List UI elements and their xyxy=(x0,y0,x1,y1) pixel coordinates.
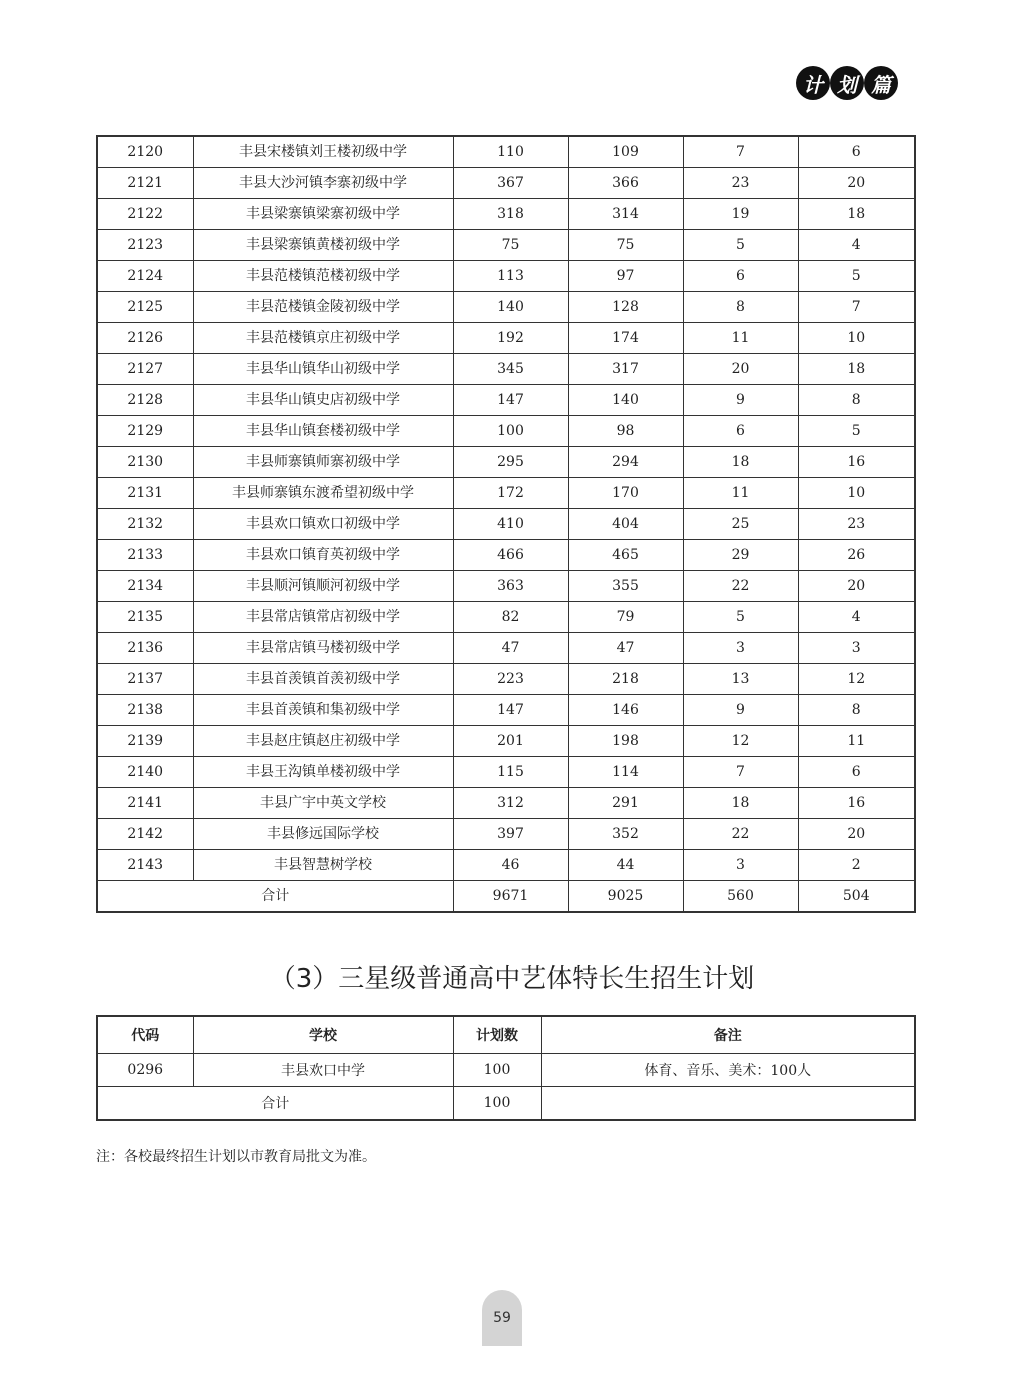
cell-school: 丰县首羡镇首羡初级中学 xyxy=(193,664,453,695)
cell-c3: 318 xyxy=(453,199,568,230)
cell-c3: 47 xyxy=(453,633,568,664)
cell-c3: 410 xyxy=(453,509,568,540)
table-row xyxy=(97,757,915,788)
cell-school: 丰县智慧树学校 xyxy=(193,850,453,881)
cell-school: 丰县王沟镇单楼初级中学 xyxy=(193,757,453,788)
cell-code: 2127 xyxy=(97,354,193,385)
cell-c4: 170 xyxy=(568,478,683,509)
cell-c4: 75 xyxy=(568,230,683,261)
cell-c5: 12 xyxy=(683,726,798,757)
page-number: 59 xyxy=(482,1290,522,1346)
cell-c5: 8 xyxy=(683,292,798,323)
cell-c5: 22 xyxy=(683,571,798,602)
table-row xyxy=(97,695,915,726)
cell-c6: 26 xyxy=(798,540,915,571)
cell-c6: 11 xyxy=(798,726,915,757)
cell-c4: 128 xyxy=(568,292,683,323)
cell-code: 2143 xyxy=(97,850,193,881)
cell-c3: 192 xyxy=(453,323,568,354)
cell-school: 丰县范楼镇金陵初级中学 xyxy=(193,292,453,323)
table-row xyxy=(97,199,915,230)
table-row xyxy=(97,478,915,509)
cell-c6: 18 xyxy=(798,354,915,385)
table-row xyxy=(97,168,915,199)
header-school: 学校 xyxy=(193,1016,453,1054)
cell-c4: 366 xyxy=(568,168,683,199)
cell-c4: 465 xyxy=(568,540,683,571)
section-title: （3）三星级普通高中艺体特长生招生计划 xyxy=(269,964,755,994)
cell-c3: 345 xyxy=(453,354,568,385)
total-c3: 9671 xyxy=(453,881,568,913)
cell-c6: 3 xyxy=(798,633,915,664)
cell-school: 丰县大沙河镇李寨初级中学 xyxy=(193,168,453,199)
cell-c4: 114 xyxy=(568,757,683,788)
cell-c5: 11 xyxy=(683,323,798,354)
total-label: 合计 xyxy=(97,1087,453,1121)
cell-c4: 294 xyxy=(568,447,683,478)
cell-c4: 291 xyxy=(568,788,683,819)
cell-school: 丰县欢口镇育英初级中学 xyxy=(193,540,453,571)
cell-c4: 146 xyxy=(568,695,683,726)
total-row xyxy=(97,1087,915,1121)
table-row xyxy=(97,354,915,385)
cell-code: 2126 xyxy=(97,323,193,354)
table-row xyxy=(97,385,915,416)
cell-c4: 98 xyxy=(568,416,683,447)
cell-c4: 174 xyxy=(568,323,683,354)
cell-c6: 20 xyxy=(798,571,915,602)
enrollment-table xyxy=(96,135,916,913)
cell-code: 2123 xyxy=(97,230,193,261)
cell-c3: 363 xyxy=(453,571,568,602)
cell-c3: 295 xyxy=(453,447,568,478)
table-row xyxy=(97,664,915,695)
cell-school: 丰县修远国际学校 xyxy=(193,819,453,850)
cell-c4: 314 xyxy=(568,199,683,230)
cell-c6: 18 xyxy=(798,199,915,230)
cell-school: 丰县师寨镇师寨初级中学 xyxy=(193,447,453,478)
cell-c5: 7 xyxy=(683,136,798,168)
cell-c6: 16 xyxy=(798,788,915,819)
cell-c3: 147 xyxy=(453,695,568,726)
cell-c3: 75 xyxy=(453,230,568,261)
cell-c3: 82 xyxy=(453,602,568,633)
cell-c6: 6 xyxy=(798,136,915,168)
cell-c3: 140 xyxy=(453,292,568,323)
cell-c3: 46 xyxy=(453,850,568,881)
cell-c5: 25 xyxy=(683,509,798,540)
cell-code: 2129 xyxy=(97,416,193,447)
cell-c4: 355 xyxy=(568,571,683,602)
cell-c5: 22 xyxy=(683,819,798,850)
cell-c3: 115 xyxy=(453,757,568,788)
cell-code: 2122 xyxy=(97,199,193,230)
cell-c5: 19 xyxy=(683,199,798,230)
cell-school: 丰县范楼镇京庄初级中学 xyxy=(193,323,453,354)
cell-c6: 7 xyxy=(798,292,915,323)
table-row xyxy=(97,230,915,261)
cell-c4: 218 xyxy=(568,664,683,695)
cell-school: 丰县华山镇华山初级中学 xyxy=(193,354,453,385)
cell-c5: 20 xyxy=(683,354,798,385)
header-row xyxy=(97,1016,915,1054)
cell-code: 2138 xyxy=(97,695,193,726)
cell-c4: 44 xyxy=(568,850,683,881)
table-row xyxy=(97,323,915,354)
cell-c5: 9 xyxy=(683,695,798,726)
cell-c6: 23 xyxy=(798,509,915,540)
cell-school: 丰县首羡镇和集初级中学 xyxy=(193,695,453,726)
cell-school: 丰县师寨镇东渡希望初级中学 xyxy=(193,478,453,509)
table-row xyxy=(97,416,915,447)
cell-code: 2131 xyxy=(97,478,193,509)
total-c5: 560 xyxy=(683,881,798,913)
cell-c5: 18 xyxy=(683,447,798,478)
cell-c6: 2 xyxy=(798,850,915,881)
cell-c3: 312 xyxy=(453,788,568,819)
cell-plan: 100 xyxy=(453,1054,541,1087)
cell-code: 2120 xyxy=(97,136,193,168)
cell-c4: 97 xyxy=(568,261,683,292)
cell-school: 丰县梁寨镇黄楼初级中学 xyxy=(193,230,453,261)
table-row xyxy=(97,788,915,819)
cell-c5: 7 xyxy=(683,757,798,788)
cell-c6: 12 xyxy=(798,664,915,695)
cell-c6: 4 xyxy=(798,602,915,633)
table-row xyxy=(97,819,915,850)
cell-c4: 47 xyxy=(568,633,683,664)
cell-c5: 29 xyxy=(683,540,798,571)
cell-c5: 5 xyxy=(683,230,798,261)
table-row xyxy=(97,850,915,881)
cell-code: 2130 xyxy=(97,447,193,478)
cell-code: 2121 xyxy=(97,168,193,199)
cell-c3: 113 xyxy=(453,261,568,292)
cell-c5: 6 xyxy=(683,261,798,292)
cell-code: 2134 xyxy=(97,571,193,602)
cell-c4: 404 xyxy=(568,509,683,540)
cell-school: 丰县广宇中英文学校 xyxy=(193,788,453,819)
table-row xyxy=(97,571,915,602)
header-plan: 计划数 xyxy=(453,1016,541,1054)
cell-c3: 110 xyxy=(453,136,568,168)
cell-c6: 20 xyxy=(798,168,915,199)
cell-code: 2141 xyxy=(97,788,193,819)
cell-c4: 79 xyxy=(568,602,683,633)
cell-school: 丰县梁寨镇梁寨初级中学 xyxy=(193,199,453,230)
cell-school: 丰县华山镇套楼初级中学 xyxy=(193,416,453,447)
cell-c3: 466 xyxy=(453,540,568,571)
cell-school: 丰县常店镇马楼初级中学 xyxy=(193,633,453,664)
cell-code: 2140 xyxy=(97,757,193,788)
table-row xyxy=(97,509,915,540)
cell-c4: 317 xyxy=(568,354,683,385)
cell-code: 2137 xyxy=(97,664,193,695)
logo-char-2: 划 xyxy=(830,66,864,100)
cell-code: 2136 xyxy=(97,633,193,664)
cell-c6: 6 xyxy=(798,757,915,788)
cell-code: 2132 xyxy=(97,509,193,540)
cell-code: 2124 xyxy=(97,261,193,292)
cell-c3: 223 xyxy=(453,664,568,695)
cell-c4: 198 xyxy=(568,726,683,757)
table-row xyxy=(97,261,915,292)
cell-c5: 9 xyxy=(683,385,798,416)
cell-c6: 10 xyxy=(798,323,915,354)
cell-c6: 5 xyxy=(798,416,915,447)
cell-c3: 201 xyxy=(453,726,568,757)
cell-c6: 4 xyxy=(798,230,915,261)
cell-school: 丰县顺河镇顺河初级中学 xyxy=(193,571,453,602)
cell-c5: 23 xyxy=(683,168,798,199)
total-c6: 504 xyxy=(798,881,915,913)
cell-c5: 5 xyxy=(683,602,798,633)
cell-c5: 3 xyxy=(683,850,798,881)
arts-sports-table xyxy=(96,1015,916,1121)
table-row xyxy=(97,602,915,633)
cell-c4: 109 xyxy=(568,136,683,168)
cell-c5: 6 xyxy=(683,416,798,447)
enrollment-table-body xyxy=(97,136,915,881)
total-label: 合计 xyxy=(97,881,453,913)
table-row xyxy=(97,1054,915,1087)
total-row xyxy=(97,881,915,913)
cell-c4: 140 xyxy=(568,385,683,416)
cell-code: 2142 xyxy=(97,819,193,850)
cell-c6: 20 xyxy=(798,819,915,850)
cell-school: 丰县常店镇常店初级中学 xyxy=(193,602,453,633)
cell-c6: 16 xyxy=(798,447,915,478)
cell-remark: 体育、音乐、美术：100人 xyxy=(541,1054,915,1087)
cell-school: 丰县欢口中学 xyxy=(193,1054,453,1087)
footnote: 注：各校最终招生计划以市教育局批文为准。 xyxy=(96,1149,376,1165)
total-c4: 9025 xyxy=(568,881,683,913)
cell-c4: 352 xyxy=(568,819,683,850)
section-logo xyxy=(796,62,900,104)
cell-school: 丰县华山镇史店初级中学 xyxy=(193,385,453,416)
logo-char-1: 计 xyxy=(796,66,830,100)
cell-c5: 11 xyxy=(683,478,798,509)
table-row xyxy=(97,633,915,664)
cell-c6: 5 xyxy=(798,261,915,292)
cell-code: 2135 xyxy=(97,602,193,633)
cell-school: 丰县宋楼镇刘王楼初级中学 xyxy=(193,136,453,168)
cell-c3: 100 xyxy=(453,416,568,447)
cell-c5: 3 xyxy=(683,633,798,664)
cell-code: 2125 xyxy=(97,292,193,323)
table-row xyxy=(97,292,915,323)
cell-c6: 8 xyxy=(798,385,915,416)
logo-char-3: 篇 xyxy=(864,66,898,100)
cell-code: 0296 xyxy=(97,1054,193,1087)
table-row xyxy=(97,447,915,478)
total-remark xyxy=(541,1087,915,1121)
cell-code: 2133 xyxy=(97,540,193,571)
cell-c6: 8 xyxy=(798,695,915,726)
cell-school: 丰县赵庄镇赵庄初级中学 xyxy=(193,726,453,757)
cell-school: 丰县欢口镇欢口初级中学 xyxy=(193,509,453,540)
total-plan: 100 xyxy=(453,1087,541,1121)
cell-school: 丰县范楼镇范楼初级中学 xyxy=(193,261,453,292)
header-remark: 备注 xyxy=(541,1016,915,1054)
cell-c5: 18 xyxy=(683,788,798,819)
cell-c3: 172 xyxy=(453,478,568,509)
table-row xyxy=(97,540,915,571)
cell-c5: 13 xyxy=(683,664,798,695)
cell-code: 2128 xyxy=(97,385,193,416)
cell-code: 2139 xyxy=(97,726,193,757)
table-row xyxy=(97,726,915,757)
header-code: 代码 xyxy=(97,1016,193,1054)
cell-c6: 10 xyxy=(798,478,915,509)
cell-c3: 397 xyxy=(453,819,568,850)
cell-c3: 367 xyxy=(453,168,568,199)
table-row xyxy=(97,136,915,168)
cell-c3: 147 xyxy=(453,385,568,416)
